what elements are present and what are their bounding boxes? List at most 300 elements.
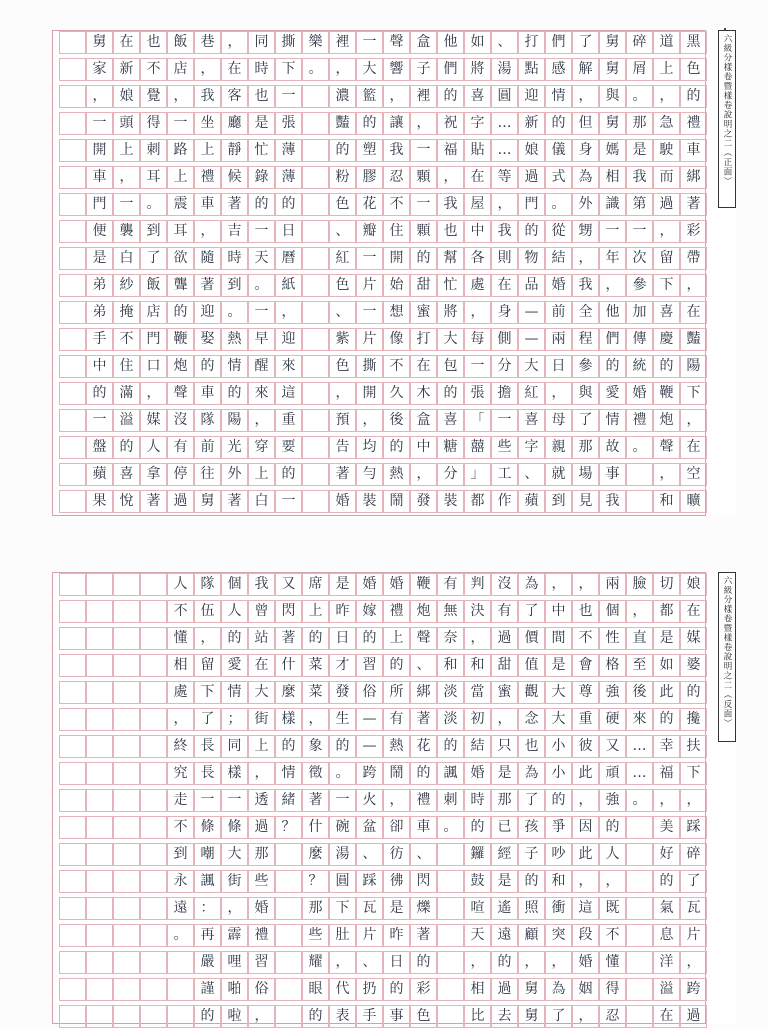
handwritten-character: 曆	[281, 250, 296, 266]
handwritten-character: 聲	[659, 439, 674, 455]
handwritten-character: 不	[578, 630, 593, 646]
grid-cell	[59, 409, 86, 432]
handwritten-character: 當	[470, 684, 485, 700]
handwritten-character: 尊	[578, 684, 593, 700]
handwritten-character: 禮	[416, 792, 431, 808]
handwritten-character: 象	[308, 738, 323, 754]
handwritten-character: 婚	[632, 385, 647, 401]
handwritten-character: 我	[632, 169, 647, 185]
handwritten-character: 街	[254, 711, 269, 727]
grid-cell	[59, 1005, 86, 1028]
handwritten-character: 娶	[200, 331, 215, 347]
text-column	[572, 31, 599, 515]
handwritten-character: 大	[443, 331, 458, 347]
grid-cell	[140, 654, 167, 677]
handwritten-character: 些	[497, 439, 512, 455]
handwritten-character: 緒	[281, 792, 296, 808]
handwritten-character: 次	[632, 250, 647, 266]
manuscript-grid	[52, 572, 706, 1024]
handwritten-character: 喜	[443, 412, 458, 428]
handwritten-character: 至	[632, 657, 647, 673]
grid-cell	[59, 924, 86, 947]
handwritten-character: 不	[173, 603, 188, 619]
handwritten-character: 舅	[200, 493, 215, 509]
handwritten-character: 個	[227, 576, 242, 592]
handwritten-character: 見	[578, 493, 593, 509]
handwritten-character: 開	[362, 385, 377, 401]
grid-cell	[59, 951, 86, 974]
handwritten-character: 要	[281, 439, 296, 455]
grid-cell	[59, 654, 86, 677]
handwritten-character: 如	[470, 34, 485, 50]
handwritten-character: 濃	[335, 88, 350, 104]
handwritten-character: 與	[578, 385, 593, 401]
text-column	[437, 31, 464, 515]
handwritten-character: 我	[200, 88, 215, 104]
handwritten-character: 滿	[119, 385, 134, 401]
handwritten-character: 喜	[659, 304, 674, 320]
grid-cell	[275, 924, 302, 947]
handwritten-character: 屋	[470, 196, 485, 212]
handwritten-character: 娘	[686, 576, 701, 592]
handwritten-character: 人	[227, 603, 242, 619]
grid-cell	[86, 708, 113, 731]
handwritten-character: 上	[659, 61, 674, 77]
text-column	[680, 573, 707, 1023]
handwritten-character: 紅	[335, 250, 350, 266]
handwritten-character: 子	[416, 61, 431, 77]
grid-cell	[113, 897, 140, 920]
handwritten-character: 處	[173, 684, 188, 700]
handwritten-character: ，	[389, 88, 404, 104]
handwritten-character: 廳	[227, 115, 242, 131]
handwritten-character: 淡	[443, 711, 458, 727]
grid-cell	[86, 762, 113, 785]
handwritten-character: 花	[362, 196, 377, 212]
handwritten-character: 肚	[335, 927, 350, 943]
handwritten-character: 懂	[173, 630, 188, 646]
grid-cell	[437, 951, 464, 974]
handwritten-character: 曾	[254, 603, 269, 619]
answer-sheet-front	[52, 30, 736, 516]
handwritten-character: 得	[146, 115, 161, 131]
handwritten-character: 的	[281, 738, 296, 754]
handwritten-character: ，	[335, 954, 350, 970]
handwritten-character: 的	[227, 630, 242, 646]
handwritten-character: 的	[659, 711, 674, 727]
handwritten-character: 住	[119, 358, 134, 374]
handwritten-character: 鑼	[470, 846, 485, 862]
handwritten-character: ，	[686, 277, 701, 293]
handwritten-character: 大	[551, 711, 566, 727]
handwritten-character: 菜	[308, 684, 323, 700]
grid-cell	[86, 573, 113, 596]
handwritten-character: 不	[389, 196, 404, 212]
grid-cell	[59, 978, 86, 1001]
text-column	[383, 573, 410, 1023]
handwritten-character: 甥	[578, 223, 593, 239]
text-column	[302, 31, 329, 515]
handwritten-character: 日	[335, 630, 350, 646]
handwritten-character: 震	[173, 196, 188, 212]
handwritten-character: 的	[659, 358, 674, 374]
handwritten-character: ，	[632, 603, 647, 619]
handwritten-character: 經	[497, 846, 512, 862]
answer-sheet-back	[52, 572, 736, 1024]
handwritten-character: 只	[497, 738, 512, 754]
handwritten-character: 麼	[308, 846, 323, 862]
handwritten-character: ，	[416, 115, 431, 131]
handwritten-character: 我	[389, 142, 404, 158]
handwritten-character: 此	[659, 684, 674, 700]
handwritten-character: 。	[551, 196, 566, 212]
grid-cell	[437, 870, 464, 893]
handwritten-character: 扔	[362, 981, 377, 997]
handwritten-character: 諷	[200, 873, 215, 889]
handwritten-character: 不	[173, 819, 188, 835]
handwritten-character: …	[497, 142, 512, 158]
handwritten-character: 瓣	[362, 223, 377, 239]
grid-cell	[140, 789, 167, 812]
handwritten-character: 耳	[173, 223, 188, 239]
handwritten-character: 彩	[416, 981, 431, 997]
handwritten-character: 相	[470, 981, 485, 997]
handwritten-character: 切	[659, 576, 674, 592]
handwritten-character: 每	[470, 331, 485, 347]
handwritten-character: 。	[632, 792, 647, 808]
handwritten-character: 街	[227, 873, 242, 889]
handwritten-character: 刺	[443, 792, 458, 808]
handwritten-character: 的	[605, 358, 620, 374]
handwritten-character: 一	[92, 412, 107, 428]
handwritten-character: 忍	[389, 169, 404, 185]
handwritten-character: 蘋	[524, 493, 539, 509]
handwritten-character: 俗	[362, 684, 377, 700]
handwritten-character: 紫	[335, 331, 350, 347]
grid-cell	[59, 31, 86, 54]
handwritten-character: 在	[470, 169, 485, 185]
handwritten-character: 。	[254, 277, 269, 293]
handwritten-character: 豔	[335, 115, 350, 131]
handwritten-character: 強	[605, 684, 620, 700]
handwritten-character: 相	[173, 657, 188, 673]
handwritten-character: 啪	[227, 981, 242, 997]
handwritten-character: 外	[578, 196, 593, 212]
handwritten-character: 昨	[335, 603, 350, 619]
handwritten-character: 親	[551, 439, 566, 455]
handwritten-character: 去	[497, 1008, 512, 1024]
handwritten-character: 日	[551, 358, 566, 374]
grid-cell	[626, 1005, 653, 1028]
grid-cell	[113, 681, 140, 704]
handwritten-character: 是	[659, 630, 674, 646]
grid-cell	[59, 789, 86, 812]
handwritten-character: 人	[146, 439, 161, 455]
handwritten-character: ；	[227, 711, 242, 727]
handwritten-character: 。	[632, 88, 647, 104]
handwritten-character: 情	[227, 684, 242, 700]
handwritten-character: 婚	[254, 900, 269, 916]
grid-cell	[113, 1005, 140, 1028]
handwritten-character: 薄	[281, 142, 296, 158]
handwritten-character: ，	[254, 412, 269, 428]
handwritten-character: ，	[470, 304, 485, 320]
grid-column	[86, 573, 113, 1023]
handwritten-character: 、	[362, 846, 377, 862]
text-column	[86, 31, 113, 515]
handwritten-character: ，	[470, 954, 485, 970]
handwritten-character: 攙	[686, 711, 701, 727]
handwritten-character: 忙	[254, 142, 269, 158]
handwritten-character: 手	[92, 331, 107, 347]
handwritten-character: 籃	[362, 88, 377, 104]
handwritten-character: 第	[632, 196, 647, 212]
handwritten-character: 到	[227, 277, 242, 293]
handwritten-character: 預	[335, 412, 350, 428]
handwritten-character: 早	[254, 331, 269, 347]
handwritten-character: 一	[119, 196, 134, 212]
handwritten-character: 讓	[389, 115, 404, 131]
handwritten-character: 氣	[659, 900, 674, 916]
handwritten-character: ，	[686, 412, 701, 428]
handwritten-character: 的	[281, 196, 296, 212]
handwritten-character: 了	[551, 1008, 566, 1024]
grid-cell	[140, 843, 167, 866]
handwritten-character: 時	[254, 61, 269, 77]
handwritten-character: 天	[254, 250, 269, 266]
handwritten-character: 有	[389, 711, 404, 727]
handwritten-character: 一	[416, 142, 431, 158]
handwritten-character: 的	[443, 738, 458, 754]
handwritten-character: 一	[254, 304, 269, 320]
handwritten-character: 在	[254, 657, 269, 673]
handwritten-character: 他	[443, 34, 458, 50]
handwritten-character: 膠	[362, 169, 377, 185]
handwritten-character: 勻	[362, 466, 377, 482]
handwritten-character: ，	[578, 576, 593, 592]
handwritten-character: 樣	[227, 765, 242, 781]
handwritten-character: 蘋	[92, 466, 107, 482]
handwritten-character: 如	[659, 657, 674, 673]
handwritten-character: 盤	[92, 439, 107, 455]
handwritten-character: 下	[335, 900, 350, 916]
text-column	[194, 31, 221, 515]
handwritten-character: 突	[551, 927, 566, 943]
handwritten-character: 過	[254, 819, 269, 835]
grid-cell	[140, 870, 167, 893]
handwritten-character: 是	[497, 765, 512, 781]
handwritten-character: 和	[470, 657, 485, 673]
handwritten-character: 那	[578, 439, 593, 455]
handwritten-character: ，	[416, 466, 431, 482]
text-column	[437, 573, 464, 1023]
handwritten-character: 拿	[146, 466, 161, 482]
handwritten-character: 停	[173, 466, 188, 482]
grid-cell	[167, 951, 194, 974]
text-column	[329, 31, 356, 515]
handwritten-character: 覺	[146, 88, 161, 104]
handwritten-character: ，	[200, 61, 215, 77]
handwritten-character: 那	[497, 792, 512, 808]
handwritten-character: 我	[254, 576, 269, 592]
handwritten-character: ，	[200, 223, 215, 239]
handwritten-character: 曠	[686, 493, 701, 509]
handwritten-character: 聲	[389, 34, 404, 50]
handwritten-character: 感	[551, 61, 566, 77]
text-column	[275, 573, 302, 1023]
handwritten-character: 家	[92, 61, 107, 77]
handwritten-character: 在	[686, 439, 701, 455]
handwritten-character: 事	[605, 466, 620, 482]
handwritten-character: ，	[443, 169, 458, 185]
handwritten-character: 在	[119, 34, 134, 50]
text-column	[221, 31, 248, 515]
handwritten-character: 因	[578, 819, 593, 835]
handwritten-character: 重	[281, 412, 296, 428]
handwritten-character: ？	[308, 873, 323, 889]
handwritten-character: 過	[497, 630, 512, 646]
handwritten-character: 的	[416, 954, 431, 970]
handwritten-character: 這	[578, 900, 593, 916]
handwritten-character: 字	[470, 115, 485, 131]
handwritten-character: 中	[470, 223, 485, 239]
handwritten-character: ，	[551, 385, 566, 401]
handwritten-character: 碗	[335, 819, 350, 835]
handwritten-character: 的	[389, 657, 404, 673]
handwritten-character: 裝	[443, 493, 458, 509]
handwritten-character: 婚	[551, 277, 566, 293]
grid-cell	[626, 951, 653, 974]
handwritten-character: 情	[551, 88, 566, 104]
handwritten-character: 一	[362, 250, 377, 266]
handwritten-character: 白	[119, 250, 134, 266]
handwritten-character: 洋	[659, 954, 674, 970]
handwritten-character: 的	[443, 385, 458, 401]
text-column	[194, 573, 221, 1023]
handwritten-character: 分	[443, 466, 458, 482]
handwritten-character: 將	[443, 304, 458, 320]
handwritten-character: 一	[200, 792, 215, 808]
handwritten-character: —	[524, 331, 539, 347]
handwritten-character: 長	[200, 738, 215, 754]
grid-cell	[113, 573, 140, 596]
grid-cell	[86, 789, 113, 812]
handwritten-character: 了	[578, 34, 593, 50]
grid-cell	[113, 870, 140, 893]
handwritten-character: ，	[659, 792, 674, 808]
handwritten-character: 和	[443, 657, 458, 673]
handwritten-character: 硬	[605, 711, 620, 727]
handwritten-character: 比	[470, 1008, 485, 1024]
handwritten-character: 人	[173, 576, 188, 592]
text-column	[140, 31, 167, 515]
handwritten-character: 的	[605, 819, 620, 835]
handwritten-character: 大	[254, 684, 269, 700]
handwritten-character: 同	[254, 34, 269, 50]
grid-cell	[140, 951, 167, 974]
handwritten-character: 幫	[443, 250, 458, 266]
handwritten-character: —	[524, 304, 539, 320]
handwritten-character: 爭	[551, 819, 566, 835]
handwritten-character: 的	[308, 630, 323, 646]
handwritten-character: ，	[173, 88, 188, 104]
handwritten-character: 也	[524, 738, 539, 754]
handwritten-character: 火	[362, 792, 377, 808]
handwritten-character: 在	[227, 61, 242, 77]
handwritten-character: 孩	[524, 819, 539, 835]
handwritten-character: 舅	[92, 34, 107, 50]
handwritten-character: 兩	[551, 331, 566, 347]
handwritten-character: 屑	[632, 61, 647, 77]
handwritten-character: 媒	[686, 630, 701, 646]
handwritten-character: 像	[389, 331, 404, 347]
handwritten-character: 臉	[632, 576, 647, 592]
handwritten-character: 鞭	[173, 331, 188, 347]
handwritten-character: 得	[605, 981, 620, 997]
handwritten-character: 他	[605, 304, 620, 320]
grid-cell	[140, 735, 167, 758]
handwritten-character: 炮	[173, 358, 188, 374]
handwritten-character: 永	[173, 873, 188, 889]
handwritten-character: 路	[173, 142, 188, 158]
handwritten-character: 打	[524, 34, 539, 50]
handwritten-character: 在	[686, 304, 701, 320]
handwritten-character: ，	[497, 196, 512, 212]
handwritten-character: 人	[605, 846, 620, 862]
handwritten-character: 那	[254, 846, 269, 862]
handwritten-character: 等	[497, 169, 512, 185]
handwritten-character: 各	[470, 250, 485, 266]
handwritten-character: 一	[632, 223, 647, 239]
handwritten-character: 溢	[119, 412, 134, 428]
handwritten-character: 前	[200, 439, 215, 455]
grid-cell	[86, 627, 113, 650]
grid-cell	[302, 490, 329, 513]
grid-cell	[140, 600, 167, 623]
text-column	[248, 31, 275, 515]
handwritten-character: 告	[335, 439, 350, 455]
handwritten-character: 為	[524, 765, 539, 781]
handwritten-character: 情	[281, 765, 296, 781]
handwritten-character: ，	[335, 385, 350, 401]
text-column	[599, 31, 626, 515]
handwritten-character: 品	[524, 277, 539, 293]
handwritten-character: 鞭	[659, 385, 674, 401]
handwritten-character: 也	[146, 34, 161, 50]
text-column	[356, 573, 383, 1023]
handwritten-character: 過	[524, 169, 539, 185]
handwritten-character: 的	[659, 873, 674, 889]
grid-cell	[113, 654, 140, 677]
grid-cell	[140, 573, 167, 596]
handwritten-character: 上	[200, 142, 215, 158]
grid-cell	[113, 600, 140, 623]
handwritten-character: 哩	[227, 954, 242, 970]
handwritten-character: 頭	[119, 115, 134, 131]
handwritten-character: ，	[686, 954, 701, 970]
handwritten-character: 欲	[173, 250, 188, 266]
handwritten-character: 霹	[227, 927, 242, 943]
handwritten-character: 迎	[200, 304, 215, 320]
grid-cell	[140, 627, 167, 650]
handwritten-character: 聲	[416, 630, 431, 646]
handwritten-character: 下	[686, 385, 701, 401]
handwritten-character: 著	[281, 630, 296, 646]
handwritten-character: 候	[227, 169, 242, 185]
handwritten-character: 彼	[578, 738, 593, 754]
handwritten-character: 便	[92, 223, 107, 239]
handwritten-character: 一	[92, 115, 107, 131]
